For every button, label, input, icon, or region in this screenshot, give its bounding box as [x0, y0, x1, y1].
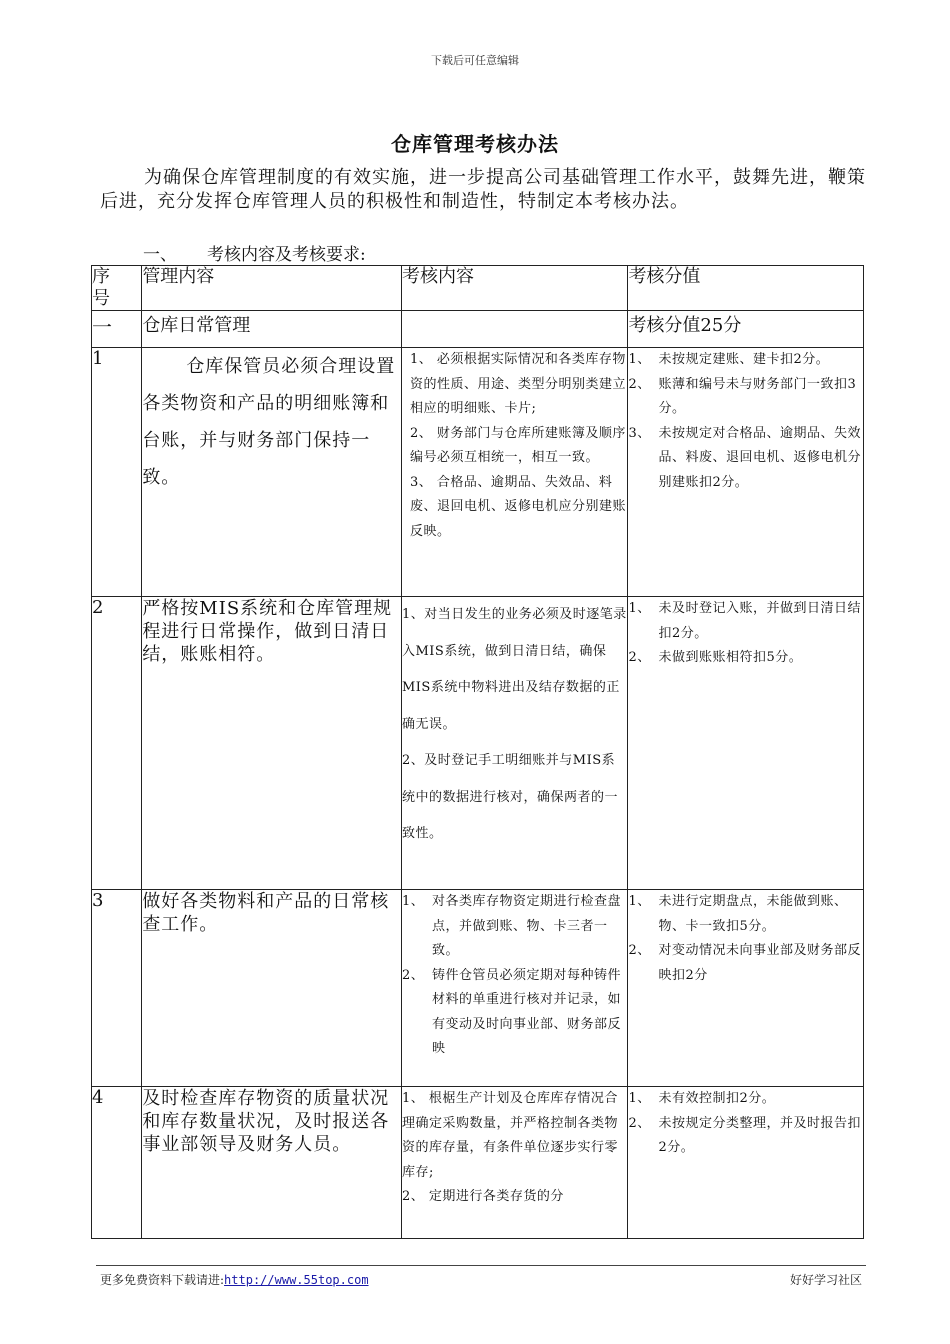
score-item-number: 1、 — [628, 1091, 651, 1106]
score-item-number: 3、 — [628, 425, 651, 441]
section-heading — [143, 240, 366, 265]
footer-right: 好好学习社区 — [789, 1273, 862, 1287]
row-assess — [401, 1087, 627, 1239]
score-item — [628, 646, 863, 671]
score-item-text: 对变动情况未向事业部及财务部反映扣2分 — [658, 943, 861, 983]
footer-divider — [96, 1265, 866, 1266]
row-seq: 3 — [92, 890, 142, 1087]
score-item — [628, 597, 863, 646]
row-seq: 1 — [92, 348, 142, 597]
assess-item-text: 对各类库存物资定期进行检查盘点，并做到账、物、卡三者一致。 — [431, 894, 621, 958]
score-item-text: 未按规定建账、建卡扣2分。 — [658, 352, 830, 367]
score-item-number: 1、 — [628, 352, 651, 367]
row-assess — [401, 890, 627, 1087]
category-score: 考核分值25分 — [628, 311, 864, 348]
row-score — [628, 348, 864, 597]
row-mgmt — [142, 348, 402, 597]
table-row — [92, 1087, 864, 1239]
score-item — [628, 939, 863, 988]
score-item-text: 未做到账账相符扣5分。 — [658, 650, 803, 665]
footer-link[interactable]: http://www.55top.com — [224, 1273, 369, 1287]
category-seq: 一 — [92, 311, 142, 348]
assess-item: 1、 根椐生产计划及仓库库存情况合理确定采购数量，并严格控制各类物资的库存量，有条件单位逐步实行零库存; — [401, 1091, 618, 1180]
score-item — [628, 348, 863, 373]
score-item-text: 未进行定期盘点，未能做到账、物、卡一致扣5分。 — [658, 894, 848, 934]
row-mgmt-text: 仓库保管员必须合理设置各类物资和产品的明细账簿和台账，并与财务部门保持一致。 — [142, 356, 396, 488]
header-note: 下载后可任意编辑 — [431, 54, 519, 67]
header-seq — [92, 266, 142, 311]
score-item-text: 未及时登记入账，并做到日清日结扣2分。 — [658, 601, 861, 641]
score-item — [628, 1087, 863, 1112]
score-item — [628, 422, 863, 496]
category-assess-empty — [401, 311, 627, 348]
score-item-number: 2、 — [628, 1115, 651, 1131]
header-seq-line2: 号 — [92, 288, 110, 309]
score-item — [628, 373, 863, 422]
assess-item — [402, 890, 627, 964]
assess-item — [402, 964, 627, 1062]
document-title: 仓库管理考核办法 — [391, 132, 559, 156]
row-assess — [401, 597, 627, 890]
assess-item: 2、 定期进行各类存货的分 — [401, 1189, 564, 1204]
row-score — [628, 1087, 864, 1239]
row-mgmt: 严格按MIS系统和仓库管理规程进行日常操作，做到日清日结，账账相符。 — [142, 597, 402, 890]
section-title: 考核内容及考核要求: — [207, 245, 366, 265]
score-item — [628, 890, 863, 939]
assess-item: 2、 财务部门与仓库所建账簿及顺序编号必须互相统一，相互一致。 — [409, 425, 626, 465]
score-item — [628, 1112, 863, 1161]
assess-item: 1、对当日发生的业务必须及时逐笔录入MIS系统，做到日清日结，确保MIS系统中物料进出及结存数据的正确无误。 — [401, 607, 627, 732]
footer-left — [100, 1271, 369, 1288]
row-score — [628, 890, 864, 1087]
table-row — [92, 890, 864, 1087]
score-item-text: 未按规定对合格品、逾期品、失效品、料废、退回电机、返修电机分别建账扣2分。 — [658, 425, 861, 490]
header-assess: 考核内容 — [401, 266, 627, 311]
table-row — [92, 348, 864, 597]
row-score — [628, 597, 864, 890]
row-seq: 4 — [92, 1087, 142, 1239]
row-mgmt: 及时检查库存物资的质量状况和库存数量状况，及时报送各事业部领导及财务人员。 — [142, 1087, 402, 1239]
assess-item-number: 2、 — [401, 967, 425, 983]
assess-item: 1、 必须根据实际情况和各类库存物资的性质、用途、类型分明别类建立相应的明细账、卡片; — [409, 352, 626, 416]
row-mgmt: 做好各类物料和产品的日常核查工作。 — [142, 890, 402, 1087]
score-item-text: 账薄和编号未与财务部门一致扣3分。 — [658, 376, 857, 416]
score-item-number: 2、 — [628, 376, 651, 392]
footer-left-text: 更多免费资料下载请进: — [100, 1273, 225, 1287]
score-item-number: 2、 — [628, 943, 651, 958]
score-item-text: 未有效控制扣2分。 — [658, 1091, 776, 1106]
score-item-number: 1、 — [628, 601, 651, 616]
row-assess — [401, 348, 627, 597]
row-seq: 2 — [92, 597, 142, 890]
table-row — [92, 597, 864, 890]
assess-item: 2、及时登记手工明细账并与MIS系统中的数据进行核对，确保两者的一致性。 — [401, 753, 618, 841]
category-row — [92, 311, 864, 348]
header-seq-line1: 序 — [92, 266, 110, 287]
assessment-table — [91, 265, 864, 1239]
header-mgmt: 管理内容 — [142, 266, 402, 311]
score-item-number: 2、 — [628, 650, 651, 665]
assess-item-number: 1、 — [401, 894, 425, 909]
score-item-number: 1、 — [628, 894, 651, 909]
table-header-row — [92, 266, 864, 311]
category-name: 仓库日常管理 — [142, 311, 402, 348]
section-number: 一、 — [143, 245, 177, 265]
score-item-text: 未按规定分类整理，并及时报告扣2分。 — [658, 1115, 861, 1155]
assess-item: 3、 合格品、逾期品、失效品、料废、退回电机、返修电机应分别建账反映。 — [409, 474, 626, 539]
header-score: 考核分值 — [628, 266, 864, 311]
intro-paragraph: 为确保仓库管理制度的有效实施，进一步提高公司基础管理工作水平，鼓舞先进，鞭策后进，充分发挥仓库管理人员的积极性和制造性，特制定本考核办法。 — [100, 167, 866, 212]
assess-item-text: 铸件仓管员必须定期对每种铸件材料的单重进行核对并记录，如有变动及时向事业部、财务部反映 — [431, 967, 621, 1056]
